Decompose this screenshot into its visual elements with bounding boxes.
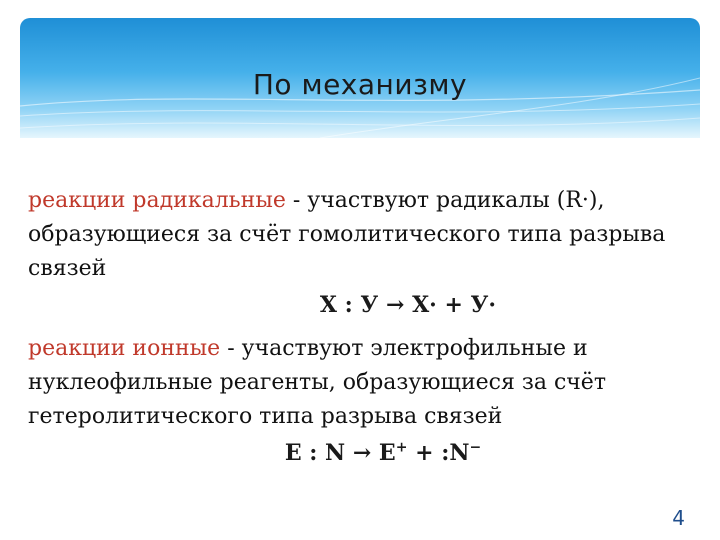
page-number: 4 [672, 506, 685, 530]
slide-title: По механизму [252, 68, 468, 101]
ionic-reactions-paragraph [28, 332, 708, 434]
formula1-right: Х· + У· [412, 292, 497, 318]
radical-reactions-text: - участвуют радикалы (R·), образующиеся за счёт гомолитического типа разрыва связей [28, 188, 666, 281]
arrow-right-icon: → [385, 292, 405, 318]
ionic-reactions-term: реакции ионные [28, 336, 221, 361]
header-banner [20, 18, 700, 138]
formula2-e-charge: + [395, 439, 408, 456]
ionic-formula [28, 436, 708, 470]
formula2-left: E : N [284, 440, 346, 466]
ionic-reactions-text: - участвуют электрофильные и нуклеофильные реагенты, образующиеся за счёт гетеролитического типа разрыва связей [28, 336, 606, 429]
formula2-n: :N [441, 440, 470, 466]
radical-reactions-term: реакции радикальные [28, 188, 286, 213]
radical-reactions-paragraph [28, 184, 708, 286]
radical-formula [28, 288, 708, 322]
arrow-right-icon: → [352, 440, 372, 466]
slide-body [28, 184, 708, 470]
formula2-e: E [378, 440, 396, 466]
formula1-left: Х : У [319, 292, 379, 318]
formula2-n-charge: − [469, 439, 482, 456]
formula2-plus: + [407, 440, 442, 466]
